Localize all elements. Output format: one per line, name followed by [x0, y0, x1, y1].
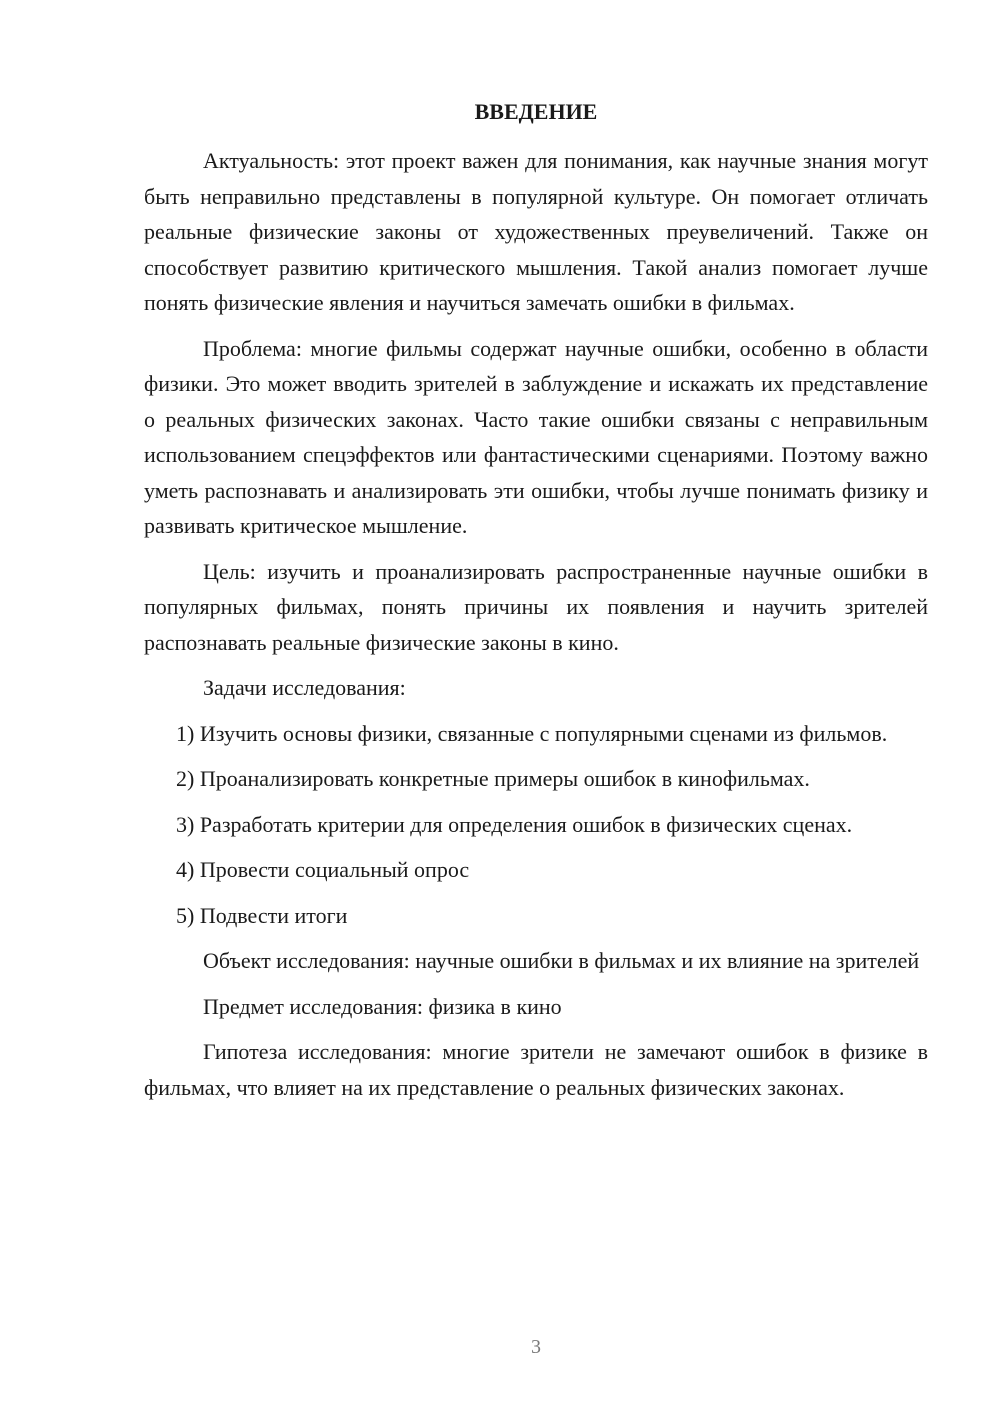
paragraph-problem: Проблема: многие фильмы содержат научные ошибки, особенно в области физики. Это может вводить зрителей в заблуждение и искажать их представление о реальных физических законах. Часто такие ошибки связаны с неправильным использованием спецэффектов или фантастическими сценариями. Поэтому важно уметь распознавать и анализировать эти ошибки, чтобы лучше понимать физику и развивать критическое мышление. [144, 335, 928, 538]
task-item-1: 1) Изучить основы физики, связанные с популярными сценами из фильмов. [176, 720, 888, 746]
paragraph-relevance: Актуальность: этот проект важен для понимания, как научные знания могут быть неправильно представлены в популярной культуре. Он помогает отличать реальные физические законы от художественных преувеличений. Также он способствует развитию критического мышления. Такой анализ помогает лучше понять физические явления и научиться замечать ошибки в фильмах. [144, 148, 928, 315]
task-item-3: 3) Разработать критерии для определения ошибок в физических сценах. [176, 811, 853, 837]
task-item-4: 4) Провести социальный опрос [176, 857, 470, 882]
paragraph-goal: Цель: изучить и проанализировать распространенные научные ошибки в популярных фильмах, понять причины их появления и научить зрителей распознавать реальные физические законы в кино. [144, 558, 928, 655]
task-item-5: 5) Подвести итоги [176, 902, 348, 928]
task-item-2: 2) Проанализировать конкретные примеры ошибок в кинофильмах. [176, 766, 810, 791]
page-number: 3 [531, 1336, 541, 1358]
paragraph-hypothesis: Гипотеза исследования: многие зрители не замечают ошибок в физике в фильмах, что влияет на их представление о реальных физических законах. [144, 1039, 928, 1100]
paragraph-tasks-title: Задачи исследования: [203, 675, 406, 700]
paragraph-object: Объект исследования: научные ошибки в фильмах и их влияние на зрителей [203, 948, 920, 973]
paragraph-subject: Предмет исследования: физика в кино [203, 993, 562, 1019]
page-title: ВВЕДЕНИЕ [474, 99, 598, 124]
document-body [144, 143, 928, 1115]
